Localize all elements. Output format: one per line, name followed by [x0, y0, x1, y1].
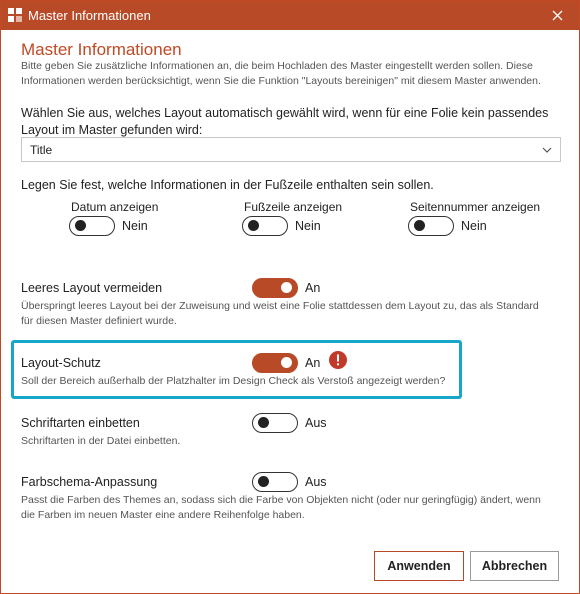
- layout-protection-toggle[interactable]: [252, 353, 298, 373]
- footer-date-group: [71, 200, 159, 233]
- layout-question: Wählen Sie aus, welches Layout automatisch gewählt wird, wenn für eine Folie kein passendes Layout im Master gefunden wird:: [21, 106, 549, 137]
- footer-text-group: [244, 200, 343, 233]
- toggle-knob: [248, 220, 259, 231]
- empty-layout-description: Überspringt leeres Layout bei der Zuweisung und weist eine Folie stattdessen dem Layout zu, das als Standard für diesen Master definiert wurde.: [21, 300, 539, 327]
- slide-number-toggle-state: Nein: [461, 219, 487, 233]
- chevron-down-icon: [542, 145, 552, 155]
- empty-layout-label: Leeres Layout vermeiden: [21, 281, 163, 295]
- toggle-knob: [258, 417, 269, 428]
- date-toggle-state: Nein: [122, 219, 148, 233]
- color-scheme-toggle[interactable]: [252, 472, 298, 492]
- color-scheme-state: Aus: [305, 475, 327, 489]
- page-title: Master Informationen: [21, 40, 182, 59]
- layout-select-value: Title: [30, 143, 53, 157]
- color-scheme-description: Passt die Farben des Themes an, sodass sich die Farbe von Objekten nicht (oder nur geringfügig) ändert, wenn die Farben im neuen Master eine andere Reihenfolge haben.: [21, 494, 541, 521]
- toggle-knob: [258, 476, 269, 487]
- layout-select[interactable]: [21, 137, 561, 162]
- footer-slide-number-label: Seitennummer anzeigen: [410, 200, 541, 214]
- intro-text: Bitte geben Sie zusätzliche Informationen an, die beim Hochladen des Master eingestellt werden sollen. Diese Informationen werden berücksichtigt, wenn Sie die Funktion "Layouts bereinigen" mit diesem Master anwenden.: [21, 60, 541, 87]
- layout-protection-state: An: [305, 356, 321, 370]
- toggle-knob: [414, 220, 425, 231]
- toggle-knob: [281, 357, 292, 368]
- empty-layout-state: An: [305, 281, 321, 295]
- footer-text-toggle[interactable]: [242, 216, 288, 236]
- apply-button[interactable]: Anwenden: [374, 551, 464, 581]
- title-bar: [1, 1, 579, 30]
- color-scheme-label: Farbschema-Anpassung: [21, 475, 158, 489]
- cancel-button[interactable]: Abbrechen: [470, 551, 559, 581]
- toggle-knob: [75, 220, 86, 231]
- embed-fonts-state: Aus: [305, 416, 327, 430]
- footer-text-label: Fußzeile anzeigen: [244, 200, 343, 214]
- slide-number-toggle[interactable]: [408, 216, 454, 236]
- empty-layout-toggle[interactable]: [252, 278, 298, 298]
- embed-fonts-toggle[interactable]: [252, 413, 298, 433]
- close-icon: [552, 10, 563, 21]
- footer-date-label: Datum anzeigen: [71, 200, 159, 214]
- layout-protection-label: Layout-Schutz: [21, 356, 101, 370]
- layout-protection-description: Soll der Bereich außerhalb der Platzhalter im Design Check als Verstoß angezeigt werden?: [21, 375, 446, 387]
- warning-icon: [329, 351, 347, 369]
- close-button[interactable]: [535, 1, 579, 30]
- embed-fonts-description: Schriftarten in der Datei einbetten.: [21, 435, 181, 447]
- toggle-knob: [281, 282, 292, 293]
- app-logo-icon: [8, 8, 22, 22]
- date-toggle[interactable]: [69, 216, 115, 236]
- footer-question: Legen Sie fest, welche Informationen in der Fußzeile enthalten sein sollen.: [21, 178, 434, 192]
- footer-text-toggle-state: Nein: [295, 219, 321, 233]
- window-title: Master Informationen: [28, 8, 151, 23]
- footer-slide-number-group: [410, 200, 541, 233]
- embed-fonts-label: Schriftarten einbetten: [21, 416, 140, 430]
